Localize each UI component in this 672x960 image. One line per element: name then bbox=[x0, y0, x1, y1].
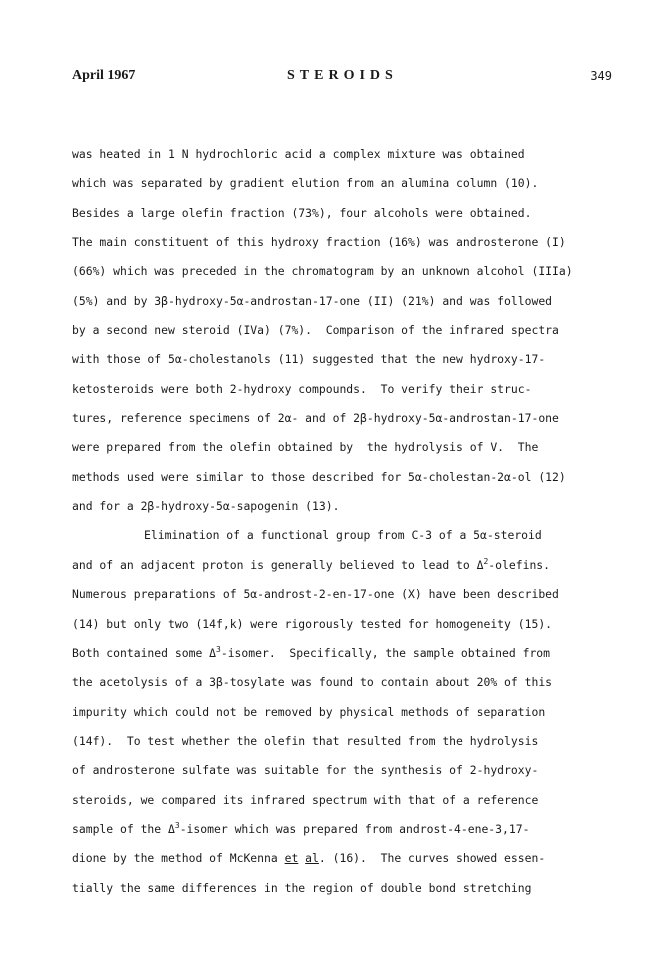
text-line: Besides a large olefin fraction (73%), four alcohols were obtained. bbox=[72, 205, 532, 220]
text-fragment: sample of the Δ bbox=[72, 821, 175, 836]
text-line: Numerous preparations of 5α-androst-2-en-17-one (X) have been described bbox=[72, 587, 559, 602]
underlined-latin: al bbox=[305, 851, 319, 866]
text-line: the acetolysis of a 3β-tosylate was found to contain about 20% of this bbox=[72, 675, 553, 690]
text-line: tures, reference specimens of 2α- and of 2β-hydroxy-5α-androstan-17-one bbox=[72, 411, 559, 426]
superscript: 2 bbox=[483, 556, 489, 566]
text-fragment: -isomer. Specifically, the sample obtained from bbox=[220, 645, 551, 660]
text-line: and for a 2β-hydroxy-5α-sapogenin (13). bbox=[72, 499, 340, 514]
text-line: (5%) and by 3β-hydroxy-5α-androstan-17-one (II) (21%) and was followed bbox=[72, 293, 553, 308]
text-fragment: -isomer which was prepared from androst-4-ene-3,17- bbox=[179, 821, 530, 836]
text-line: were prepared from the olefin obtained by the hydrolysis of V. The bbox=[72, 440, 539, 455]
text-line: of androsterone sulfate was suitable for the synthesis of 2-hydroxy- bbox=[72, 763, 539, 778]
text-fragment: and of an adjacent proton is generally believed to lead to Δ bbox=[72, 557, 484, 572]
text-line: tially the same differences in the region of double bond stretching bbox=[72, 880, 532, 895]
text-line: methods used were similar to those described for 5α-cholestan-2α-ol (12) bbox=[72, 469, 566, 484]
text-line: was heated in 1 N hydrochloric acid a complex mixture was obtained bbox=[72, 147, 525, 161]
text-line: (66%) which was preceded in the chromatogram by an unknown alcohol (IIIa) bbox=[72, 264, 573, 279]
text-line: ketosteroids were both 2-hydroxy compounds. To verify their struc- bbox=[72, 381, 532, 396]
text-fragment: dione by the method of McKenna bbox=[72, 851, 285, 866]
text-line: impurity which could not be removed by physical methods of separation bbox=[72, 704, 546, 719]
text-fragment: . (16). The curves showed essen- bbox=[318, 851, 546, 866]
text-fragment: Both contained some Δ bbox=[72, 645, 217, 660]
page-number: 349 bbox=[590, 69, 612, 83]
paragraph-first-line: Elimination of a functional group from C-3 of a 5α-steroid bbox=[144, 528, 542, 543]
text-line bbox=[72, 844, 612, 873]
running-header bbox=[72, 68, 612, 88]
text-line: (14) but only two (14f,k) were rigorously tested for homogeneity (15). bbox=[72, 616, 553, 631]
text-line: by a second new steroid (IVa) (7%). Comparison of the infrared spectra bbox=[72, 323, 559, 338]
header-date: April 1967 bbox=[72, 68, 136, 83]
text-line: which was separated by gradient elution from an alumina column (10). bbox=[72, 176, 539, 191]
text-line: steroids, we compared its infrared spectrum with that of a reference bbox=[72, 792, 539, 807]
body-text bbox=[72, 140, 612, 903]
underlined-latin: et bbox=[284, 851, 299, 866]
superscript: 3 bbox=[174, 820, 180, 830]
journal-title: STEROIDS bbox=[287, 68, 398, 83]
superscript: 3 bbox=[216, 644, 221, 654]
text-fragment: -olefins. bbox=[488, 557, 551, 572]
text-line bbox=[72, 639, 612, 668]
text-line: The main constituent of this hydroxy fraction (16%) was androsterone (I) bbox=[72, 235, 566, 250]
text-line bbox=[72, 551, 612, 580]
text-line: (14f). To test whether the olefin that resulted from the hydrolysis bbox=[72, 733, 539, 748]
text-line: with those of 5α-cholestanols (11) suggested that the new hydroxy-17- bbox=[72, 352, 546, 367]
text-line bbox=[72, 815, 612, 844]
